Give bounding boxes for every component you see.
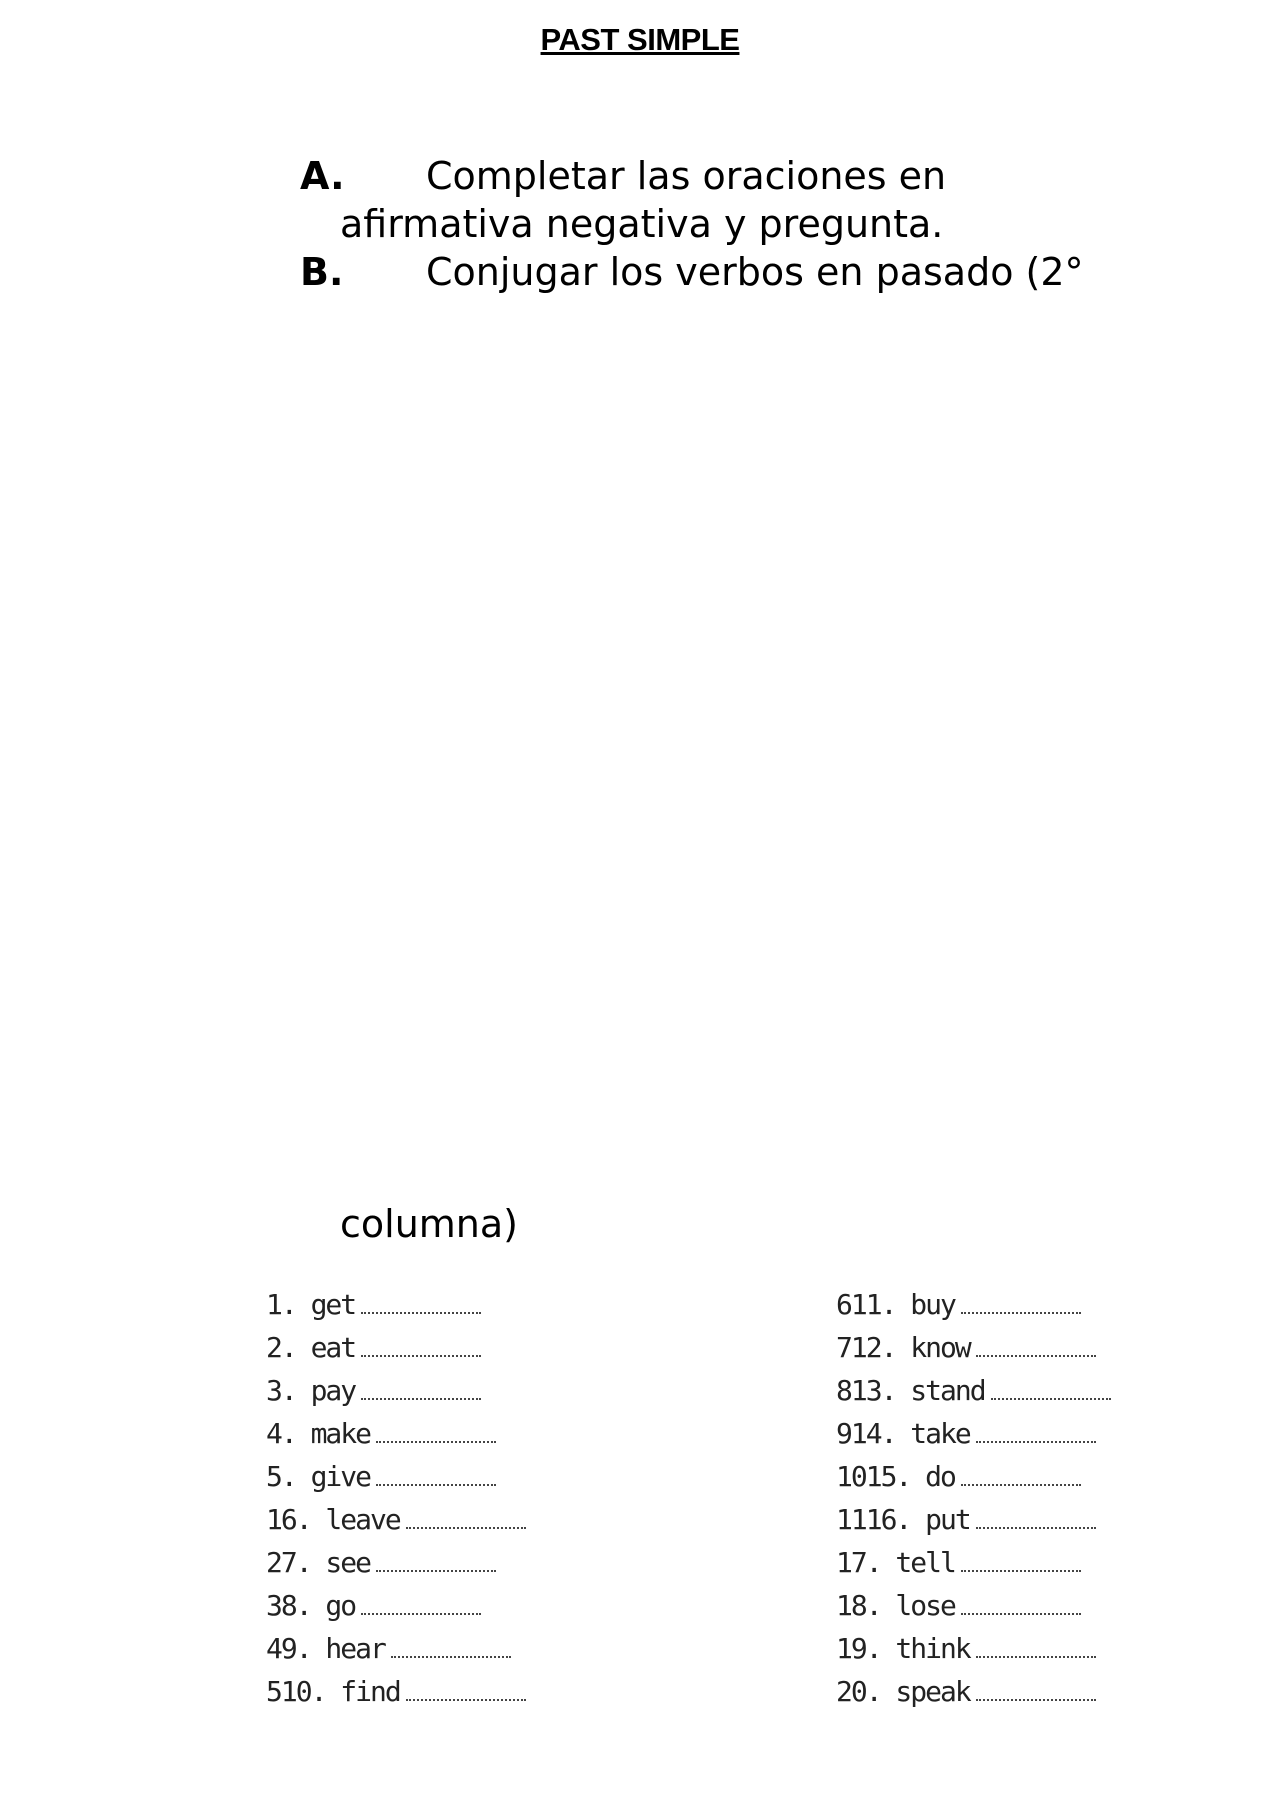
page-title: PAST SIMPLE bbox=[540, 22, 740, 57]
answer-blank bbox=[361, 1351, 481, 1357]
verb-label: 510. find bbox=[266, 1675, 400, 1708]
verb-item bbox=[836, 1670, 1111, 1713]
verb-item bbox=[266, 1670, 526, 1713]
verb-label: 17. tell bbox=[836, 1546, 955, 1579]
verb-item bbox=[266, 1584, 526, 1627]
answer-blank bbox=[406, 1523, 526, 1529]
verb-label: 18. lose bbox=[836, 1589, 955, 1622]
answer-blank bbox=[976, 1523, 1096, 1529]
verb-item bbox=[266, 1326, 526, 1369]
verb-label: 1116. put bbox=[836, 1503, 970, 1536]
verb-label: 19. think bbox=[836, 1632, 970, 1665]
answer-blank bbox=[391, 1652, 511, 1658]
verb-item bbox=[836, 1627, 1111, 1670]
instruction-a bbox=[300, 152, 946, 200]
verb-item bbox=[266, 1412, 526, 1455]
verb-item bbox=[836, 1412, 1111, 1455]
verb-label: 1015. do bbox=[836, 1460, 955, 1493]
instruction-b-letter: B. bbox=[300, 250, 344, 294]
instruction-a-letter: A. bbox=[300, 154, 345, 198]
verb-label: 712. know bbox=[836, 1331, 970, 1364]
answer-blank bbox=[406, 1695, 526, 1701]
answer-blank bbox=[976, 1652, 1096, 1658]
verb-label: 1. get bbox=[266, 1288, 356, 1321]
answer-blank bbox=[961, 1308, 1081, 1314]
verb-label: 4. make bbox=[266, 1417, 371, 1450]
verb-list-left bbox=[266, 1283, 526, 1713]
answer-blank bbox=[361, 1308, 481, 1314]
answer-blank bbox=[976, 1695, 1096, 1701]
verb-label: 2. eat bbox=[266, 1331, 356, 1364]
verb-item bbox=[266, 1498, 526, 1541]
verb-item bbox=[836, 1369, 1111, 1412]
verb-label: 16. leave bbox=[266, 1503, 400, 1536]
verb-label: 3. pay bbox=[266, 1374, 356, 1407]
answer-blank bbox=[961, 1566, 1081, 1572]
answer-blank bbox=[376, 1480, 496, 1486]
answer-blank bbox=[991, 1394, 1111, 1400]
verb-label: 5. give bbox=[266, 1460, 371, 1493]
verb-item bbox=[836, 1498, 1111, 1541]
verb-item bbox=[836, 1283, 1111, 1326]
answer-blank bbox=[976, 1351, 1096, 1357]
verb-item bbox=[836, 1584, 1111, 1627]
answer-blank bbox=[361, 1609, 481, 1615]
answer-blank bbox=[961, 1609, 1081, 1615]
answer-blank bbox=[961, 1480, 1081, 1486]
verb-label: 20. speak bbox=[836, 1675, 970, 1708]
verb-item bbox=[266, 1369, 526, 1412]
verb-item bbox=[836, 1326, 1111, 1369]
answer-blank bbox=[376, 1566, 496, 1572]
instruction-b bbox=[300, 248, 1084, 296]
instruction-b-continued: columna) bbox=[340, 1202, 518, 1246]
verb-item bbox=[266, 1283, 526, 1326]
verb-label: 27. see bbox=[266, 1546, 371, 1579]
verb-label: 914. take bbox=[836, 1417, 970, 1450]
verb-item bbox=[266, 1455, 526, 1498]
answer-blank bbox=[976, 1437, 1096, 1443]
verb-list-right bbox=[836, 1283, 1111, 1713]
verb-label: 38. go bbox=[266, 1589, 356, 1622]
verb-label: 611. buy bbox=[836, 1288, 955, 1321]
verb-item bbox=[266, 1541, 526, 1584]
verb-item bbox=[836, 1455, 1111, 1498]
verb-item bbox=[266, 1627, 526, 1670]
instruction-a-continued: afirmativa negativa y pregunta. bbox=[340, 202, 944, 246]
instruction-b-text: Conjugar los verbos en pasado (2° bbox=[426, 250, 1084, 294]
instruction-a-text: Completar las oraciones en bbox=[426, 154, 947, 198]
verb-label: 49. hear bbox=[266, 1632, 385, 1665]
verb-label: 813. stand bbox=[836, 1374, 985, 1407]
answer-blank bbox=[361, 1394, 481, 1400]
answer-blank bbox=[376, 1437, 496, 1443]
verb-item bbox=[836, 1541, 1111, 1584]
